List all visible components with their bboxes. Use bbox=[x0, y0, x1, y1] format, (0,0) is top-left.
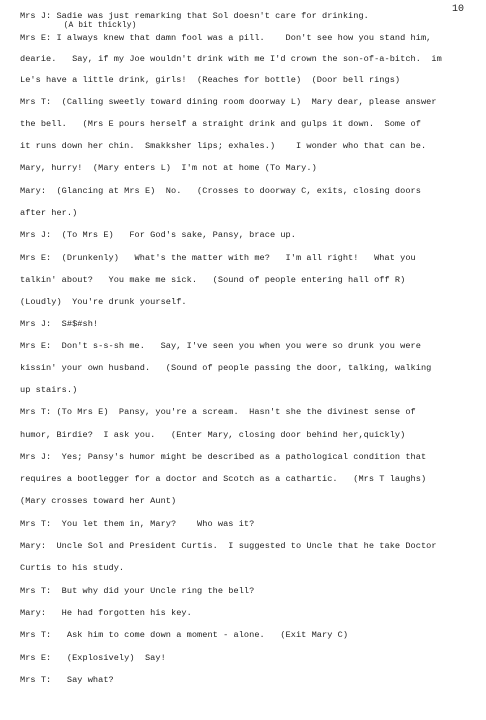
text-line: requires a bootlegger for a doctor and Scotch as a cathartic. (Mrs T laughs) bbox=[20, 474, 427, 484]
text-line: kissin' your own husband. (Sound of people passing the door, talking, walking bbox=[20, 363, 432, 373]
text-line: up stairs.) bbox=[20, 385, 78, 395]
text-line: Curtis to his study. bbox=[20, 563, 125, 573]
text-line: Mrs T: You let them in, Mary? Who was it? bbox=[20, 519, 255, 529]
text-line: Mary: (Glancing at Mrs E) No. (Crosses to doorway C, exits, closing doors bbox=[20, 186, 421, 196]
text-line: Mary, hurry! (Mary enters L) I'm not at home (To Mary.) bbox=[20, 163, 317, 173]
text-line: Mrs T: But why did your Uncle ring the bell? bbox=[20, 586, 255, 596]
text-line: Mrs E: Don't s-s-sh me. Say, I've seen you when you were so drunk you were bbox=[20, 341, 421, 351]
text-line: Mary: Uncle Sol and President Curtis. I suggested to Uncle that he take Doctor bbox=[20, 541, 437, 551]
text-line: talkin' about? You make me sick. (Sound of people entering hall off R) bbox=[20, 275, 406, 285]
text-line: humor, Birdie? I ask you. (Enter Mary, closing door behind her,quickly) bbox=[20, 430, 406, 440]
text-line: Mrs J: (To Mrs E) For God's sake, Pansy, brace up. bbox=[20, 230, 296, 240]
page-number: 10 bbox=[452, 4, 465, 15]
text-line: Mrs E: I always knew that damn fool was a pill. Don't see how you stand him, bbox=[20, 33, 432, 43]
text-line: (Loudly) You're drunk yourself. bbox=[20, 297, 187, 307]
text-line: (A bit thickly) bbox=[20, 21, 137, 30]
text-line: after her.) bbox=[20, 208, 78, 218]
text-line: it runs down her chin. Smakksher lips; exhales.) I wonder who that can be. bbox=[20, 141, 427, 151]
text-line: (Mary crosses toward her Aunt) bbox=[20, 496, 177, 506]
text-line: Le's have a little drink, girls! (Reaches for bottle) (Door bell rings) bbox=[20, 75, 401, 85]
text-line: the bell. (Mrs E pours herself a straight drink and gulps it down. Some of bbox=[20, 119, 421, 129]
text-line: dearie. Say, if my Joe wouldn't drink with me I'd crown the son-of-a-bitch. im bbox=[20, 54, 442, 64]
text-line: Mrs T: (Calling sweetly toward dining room doorway L) Mary dear, please answer bbox=[20, 97, 437, 107]
text-line: Mrs J: S#$#sh! bbox=[20, 319, 99, 329]
text-line: Mary: He had forgotten his key. bbox=[20, 608, 192, 618]
text-line: Mrs E: (Drunkenly) What's the matter with me? I'm all right! What you bbox=[20, 253, 416, 263]
text-line: Mrs J: Yes; Pansy's humor might be described as a pathological condition that bbox=[20, 452, 427, 462]
text-line: Mrs T: (To Mrs E) Pansy, you're a scream. Hasn't she the divinest sense of bbox=[20, 407, 416, 417]
text-line: Mrs J: Sadie was just remarking that Sol doesn't care for drinking. bbox=[20, 11, 369, 21]
text-line: Mrs T: Say what? bbox=[20, 675, 114, 685]
text-line: Mrs E: (Explosively) Say! bbox=[20, 653, 166, 663]
text-line: Mrs T: Ask him to come down a moment - alone. (Exit Mary C) bbox=[20, 630, 349, 640]
